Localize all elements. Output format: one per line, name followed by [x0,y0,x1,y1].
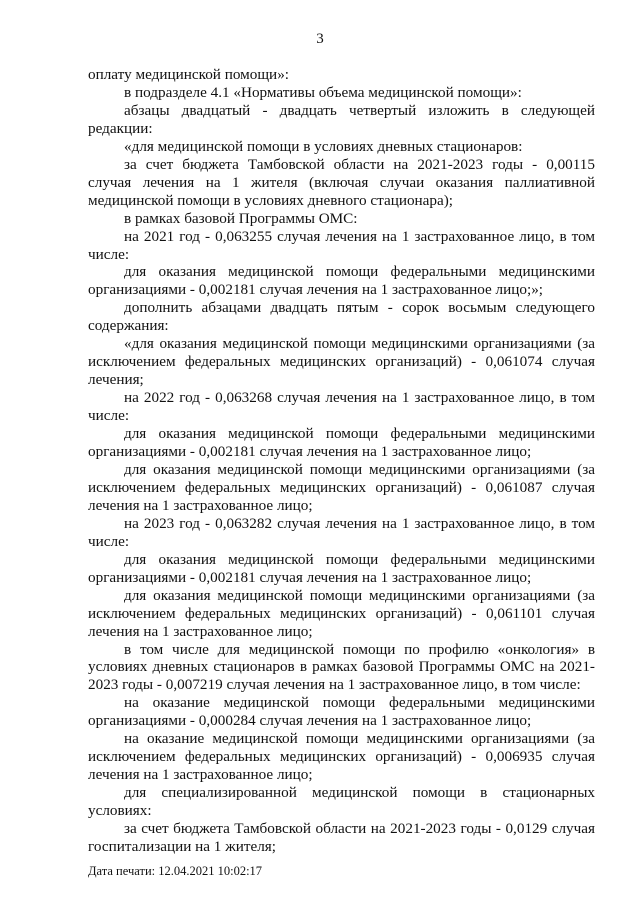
paragraph: в рамках базовой Программы ОМС: [124,209,358,227]
paragraph: для оказания медицинской помощи федеральными медицинскими организациями - 0,002181 случая лечения на 1 застрахованное лицо; [88,425,595,461]
paragraph: на оказание медицинской помощи федеральными медицинскими организациями - 0,000284 случая лечения на 1 застрахованное лицо; [88,694,595,730]
paragraph: абзацы двадцатый - двадцать четвертый изложить в следующей редакции: [88,101,595,137]
paragraph: «для оказания медицинской помощи медицинскими организациями (за исключением федеральных медицинских организаций) - 0,061074 случая лечения; [88,335,595,389]
page-number: 3 [316,31,324,47]
paragraph: для оказания медицинской помощи медицинскими организациями (за исключением федеральных медицинских организаций) - 0,061101 случая лечения на 1 застрахованное лицо; [88,586,595,640]
paragraph: в том числе для медицинской помощи по профилю «онкология» в условиях дневных стационаров в рамках базовой Программы ОМС на 2021-2023 годы - 0,007219 случая лечения на 1 застрахованное лицо, в том числе: [88,640,595,694]
paragraph: для оказания медицинской помощи медицинскими организациями (за исключением федеральных медицинских организаций) - 0,061087 случая лечения на 1 застрахованное лицо; [88,460,595,514]
paragraph: на 2023 год - 0,063282 случая лечения на 1 застрахованное лицо, в том числе: [88,514,595,550]
document-body [88,66,595,856]
paragraph: на оказание медицинской помощи медицинскими организациями (за исключением федеральных медицинских организаций) - 0,006935 случая лечения на 1 застрахованное лицо; [88,730,595,784]
paragraph: оплату медицинской помощи»: [88,66,290,83]
paragraph: дополнить абзацами двадцать пятым - сорок восьмым следующего содержания: [88,299,595,335]
print-date: Дата печати: 12.04.2021 10:02:17 [88,864,263,878]
paragraph: для оказания медицинской помощи федеральными медицинскими организациями - 0,002181 случая лечения на 1 застрахованное лицо;»; [88,263,595,299]
paragraph: за счет бюджета Тамбовской области на 2021-2023 годы - 0,00115 случая лечения на 1 жителя (включая случаи оказания паллиативной медицинской помощи в условиях дневного стационара); [88,155,595,209]
paragraph: за счет бюджета Тамбовской области на 2021-2023 годы - 0,0129 случая госпитализации на 1 жителя; [88,820,595,855]
paragraph: на 2022 год - 0,063268 случая лечения на 1 застрахованное лицо, в том числе: [88,389,595,425]
paragraph: для специализированной медицинской помощи в стационарных условиях: [88,784,595,820]
paragraph: на 2021 год - 0,063255 случая лечения на 1 застрахованное лицо, в том числе: [88,227,595,263]
paragraph: в подразделе 4.1 «Нормативы объема медицинской помощи»: [124,83,522,101]
paragraph: «для медицинской помощи в условиях дневных стационаров: [124,137,523,155]
paragraph: для оказания медицинской помощи федеральными медицинскими организациями - 0,002181 случая лечения на 1 застрахованное лицо; [88,550,595,586]
